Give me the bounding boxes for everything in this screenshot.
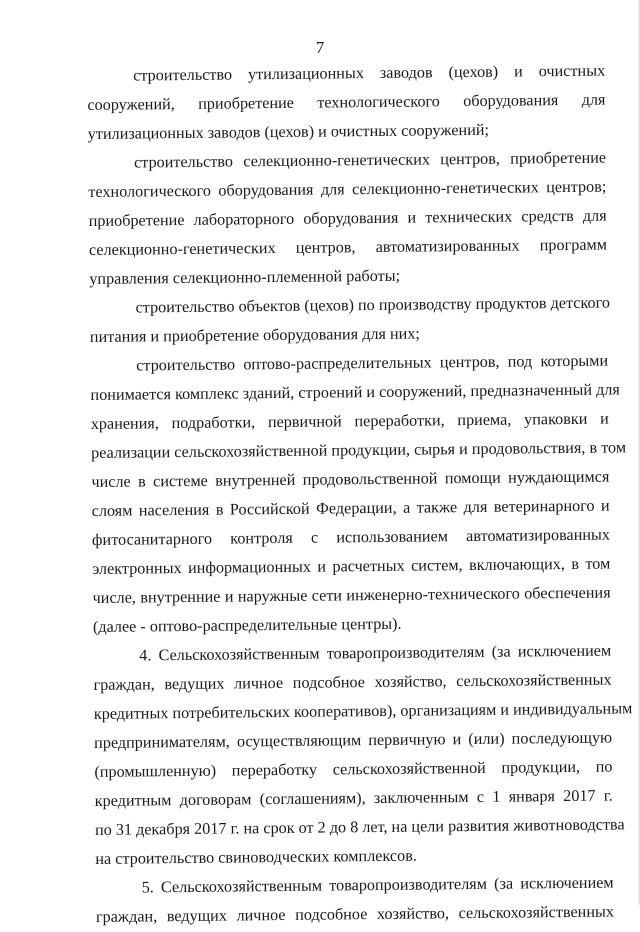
paragraph <box>90 347 627 642</box>
text-line: технологического оборудования для селекционно-генетических центров; <box>88 177 607 201</box>
text-line: электронных информационных и расчетных систем, включающих, в том <box>92 554 611 578</box>
text-line: слоям населения в Российской Федерации, а также для ветеринарного и <box>91 496 610 520</box>
text-line: 5. Сельскохозяйственным товаропроизводителям (за исключением <box>141 873 614 897</box>
text-line: управления селекционно-племенной работы; <box>89 266 401 288</box>
text-line: селекционно-генетических центров, автоматизированных программ <box>88 235 608 259</box>
text-line: кредитным договорам (соглашениям), заключенным с 1 января 2017 г. <box>94 786 613 810</box>
text-line: приобретение лабораторного оборудования и технических средств для <box>88 206 607 230</box>
text-line: питания и приобретение оборудования для них; <box>89 324 420 346</box>
text-line: граждан, ведущих личное подсобное хозяйство, сельскохозяйственных <box>95 902 615 926</box>
text-line: понимается комплекс зданий, строений и сооружений, предназначенный для <box>90 380 620 404</box>
paragraph <box>88 144 607 294</box>
text-line: строительство селекционно-генетических центров, приобретение <box>133 148 607 172</box>
text-line: кредитных потребительских кооперативов), организациям и индивидуальным <box>93 699 633 723</box>
paragraph <box>96 869 615 932</box>
text-line: предпринимателям, осуществляющим первичную и (или) последующую <box>94 728 613 752</box>
text-line: хранения, подработки, первичной переработки, приема, упаковки и <box>90 409 609 433</box>
text-line: реализации сельскохозяйственной продукции, сырья и продовольствия, в том <box>91 438 627 462</box>
text-line: граждан, ведущих личное подсобное хозяйство, сельскохозяйственных <box>93 670 612 694</box>
paragraph <box>87 57 606 149</box>
text-line: утилизационных заводов (цехов) и очистных сооружений; <box>87 120 490 143</box>
paragraph <box>93 637 633 874</box>
text-line: 4. Сельскохозяйственным товаропроизводителям (за исключением <box>139 641 612 665</box>
text-line: строительство объектов (цехов) по производству продуктов детского <box>135 293 611 317</box>
text-line: строительство оптово-распределительных центров, под которыми <box>136 351 609 375</box>
paragraph <box>89 289 611 352</box>
text-line: сооружений, приобретение технологического оборудования для <box>87 90 606 114</box>
text-line: по 31 декабря 2017 г. на срок от 2 до 8 лет, на цели развития животноводства <box>94 815 625 839</box>
text-line: числе в системе внутренней продовольственной помощи нуждающимся <box>91 467 610 491</box>
document-body <box>87 57 633 932</box>
text-line: на строительство свиноводческих комплексов. <box>95 846 417 868</box>
text-line: числе, внутренние и наружные сети инженерно-технического обеспечения <box>92 583 611 607</box>
text-line: строительство утилизационных заводов (цехов) и очистных <box>133 61 606 85</box>
text-line: фитосанитарного контроля с использованием автоматизированных <box>91 525 611 549</box>
text-line: (промышленную) переработку сельскохозяйственной продукции, по <box>94 757 613 781</box>
page-number: 7 <box>315 38 325 57</box>
text-line: (далее - оптово-распределительные центры). <box>92 614 402 636</box>
